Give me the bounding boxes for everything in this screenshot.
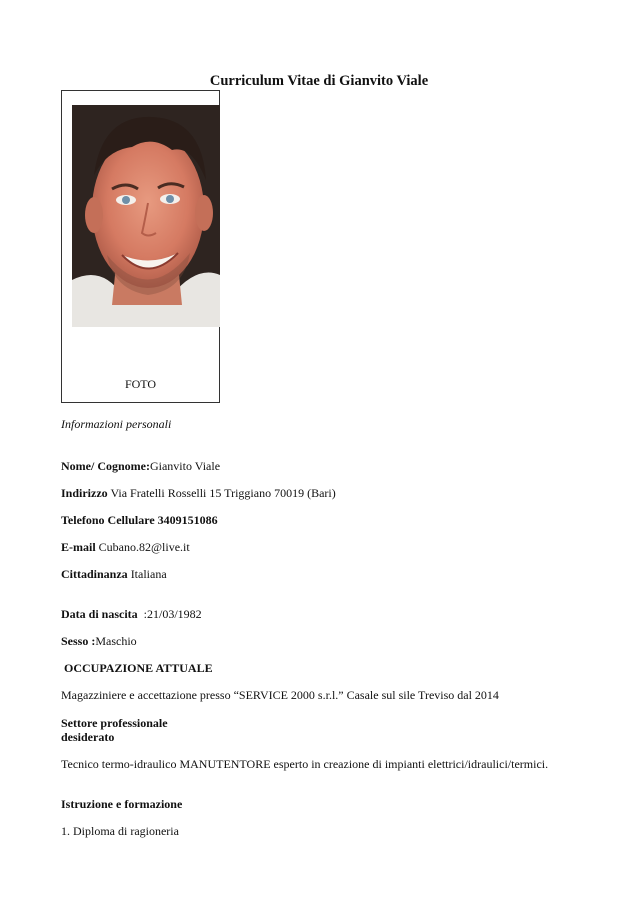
photo-caption: FOTO: [124, 377, 157, 391]
phone-row: Telefono Cellulare 3409151086: [61, 513, 218, 527]
occupation-heading: OCCUPAZIONE ATTUALE: [61, 661, 213, 675]
email-row: [61, 540, 190, 555]
name-label: Nome/ Cognome:: [61, 459, 150, 473]
citizenship-value: Italiana: [127, 567, 167, 581]
email-label: E-mail: [61, 540, 96, 554]
profile-photo: [72, 105, 220, 327]
citizenship-label: Cittadinanza: [61, 567, 128, 581]
birth-value: :21/03/1982: [137, 607, 202, 621]
address-row: [61, 486, 336, 501]
email-value: Cubano.82@live.it: [95, 540, 190, 554]
sector-heading-line-2: desiderato: [61, 730, 115, 744]
citizenship-row: [61, 567, 167, 582]
page-title: Curriculum Vitae di Gianvito Viale: [209, 73, 429, 89]
education-heading: Istruzione e formazione: [61, 797, 183, 811]
sex-label: Sesso :: [61, 634, 96, 648]
sex-row: [61, 634, 137, 649]
sector-text: Tecnico termo-idraulico MANUTENTORE esperto in creazione di impianti elettrici/idraulici/termici.: [61, 757, 549, 771]
personal-info-heading: Informazioni personali: [61, 417, 172, 431]
name-row: [61, 459, 220, 474]
sex-value: Maschio: [95, 634, 137, 648]
address-value: Via Fratelli Rosselli 15 Triggiano 70019 (Bari): [107, 486, 336, 500]
name-value: Gianvito Viale: [149, 459, 221, 473]
birth-row: [61, 607, 202, 622]
education-item: 1. Diploma di ragioneria: [61, 824, 179, 838]
photo-frame: [61, 90, 220, 403]
portrait-image: [72, 105, 220, 327]
birth-label: Data di nascita: [61, 607, 138, 621]
address-label: Indirizzo: [61, 486, 108, 500]
sector-heading-line-1: Settore professionale: [61, 716, 168, 730]
occupation-text: Magazziniere e accettazione presso “SERVICE 2000 s.r.l.” Casale sul sile Treviso dal 2014: [61, 688, 499, 702]
